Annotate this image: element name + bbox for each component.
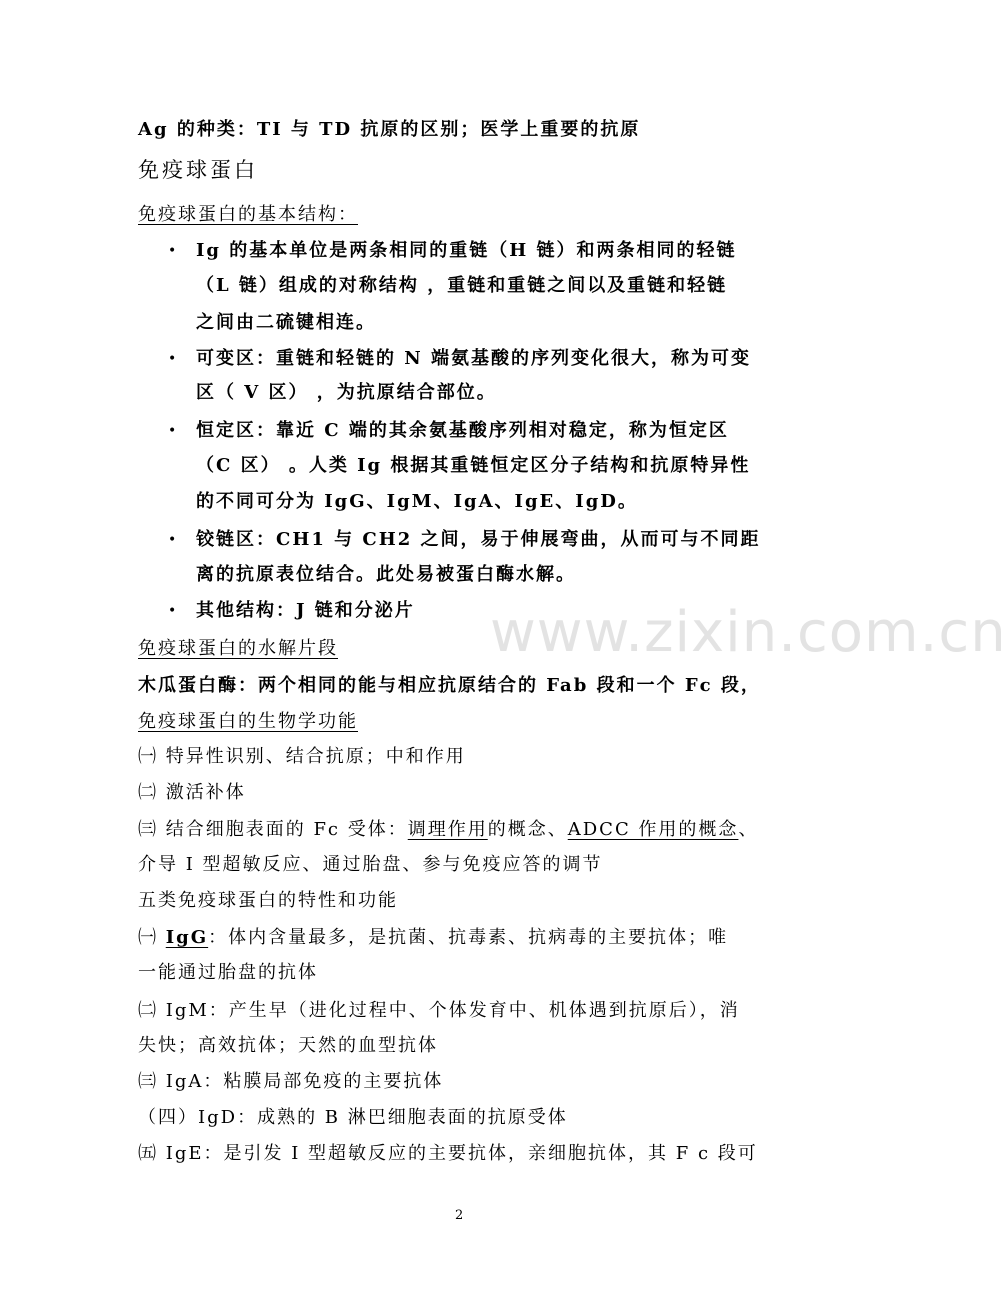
subheading-basic-structure: 免疫球蛋白的基本结构： xyxy=(138,204,358,225)
structure-item-3-cont: （C 区） 。人类 Ig 根据其重链恒定区分子结构和抗原特异性 xyxy=(196,455,751,476)
papain-line: 木瓜蛋白酶：两个相同的能与相应抗原结合的 Fab 段和一个 Fc 段， xyxy=(138,675,761,696)
structure-item-2-cont: 区（ V 区） ，为抗原结合部位。 xyxy=(196,382,497,403)
function-item-1: ㈠ 特异性识别、结合抗原；中和作用 xyxy=(138,746,466,767)
bullet-icon: • xyxy=(168,532,177,548)
iga-item: ㈢ IgA：粘膜局部免疫的主要抗体 xyxy=(138,1071,444,1092)
igg-item xyxy=(138,925,728,951)
structure-item-4: 铰链区：CH1 与 CH2 之间，易于伸展弯曲，从而可与不同距 xyxy=(196,529,761,550)
subheading-function: 免疫球蛋白的生物学功能 xyxy=(138,711,358,732)
function-item-3-text: 的概念、 xyxy=(487,819,568,840)
antigen-types-line: Ag 的种类：TI 与 TD 抗原的区别；医学上重要的抗原 xyxy=(138,119,641,140)
structure-item-5: 其他结构：J 链和分泌片 xyxy=(196,600,415,621)
structure-item-1-cont: 之间由二硫键相连。 xyxy=(196,312,376,333)
ige-item: ㈤ IgE：是引发 I 型超敏反应的主要抗体，亲细胞抗体，其 F c 段可 xyxy=(138,1143,758,1164)
igm-item-cont: 失快；高效抗体；天然的血型抗体 xyxy=(138,1035,438,1056)
subheading-hydrolysis: 免疫球蛋白的水解片段 xyxy=(138,638,338,659)
igg-prefix: ㈠ xyxy=(138,927,166,948)
page-number: 2 xyxy=(455,1208,464,1223)
function-item-3-text: ㈢ 结合细胞表面的 Fc 受体： xyxy=(138,819,408,840)
bullet-icon: • xyxy=(168,243,177,259)
igg-text: ：体内含量最多，是抗菌、抗毒素、抗病毒的主要抗体；唯 xyxy=(208,927,729,948)
igg-term: IgG xyxy=(165,927,209,948)
structure-item-3-cont: 的不同可分为 IgG、IgM、IgA、IgE、IgD。 xyxy=(196,491,638,512)
igm-item: ㈡ IgM：产生早（进化过程中、个体发育中、机体遇到抗原后），消 xyxy=(138,1000,740,1021)
subheading-five-classes: 五类免疫球蛋白的特性和功能 xyxy=(138,890,398,911)
watermark: www.zixin.com.cn xyxy=(490,600,1007,665)
section-heading: 免疫球蛋白 xyxy=(138,158,258,182)
function-item-3 xyxy=(138,817,758,843)
function-item-3-cont: 介导 I 型超敏反应、通过胎盘、参与免疫应答的调节 xyxy=(138,854,603,875)
structure-item-1-cont: （L 链）组成的对称结构 ，重链和重链之间以及重链和轻链 xyxy=(196,275,728,296)
structure-item-1: Ig 的基本单位是两条相同的重链（H 链）和两条相同的轻链 xyxy=(196,240,737,261)
opsonization-term: 调理作用 xyxy=(407,819,488,840)
bullet-icon: • xyxy=(168,351,177,367)
function-item-2: ㈡ 激活补体 xyxy=(138,782,246,803)
igg-item-cont: 一能通过胎盘的抗体 xyxy=(138,962,318,983)
igd-item: （四）IgD：成熟的 B 淋巴细胞表面的抗原受体 xyxy=(138,1107,568,1128)
adcc-term: ADCC 作用的概念 xyxy=(567,819,739,840)
structure-item-4-cont: 离的抗原表位结合。此处易被蛋白酶水解。 xyxy=(196,564,576,585)
structure-item-3: 恒定区：靠近 C 端的其余氨基酸序列相对稳定，称为恒定区 xyxy=(196,420,729,441)
bullet-icon: • xyxy=(168,423,177,439)
structure-item-2: 可变区：重链和轻链的 N 端氨基酸的序列变化很大，称为可变 xyxy=(196,348,751,369)
bullet-icon: • xyxy=(168,603,177,619)
function-item-3-text: 、 xyxy=(738,819,759,840)
